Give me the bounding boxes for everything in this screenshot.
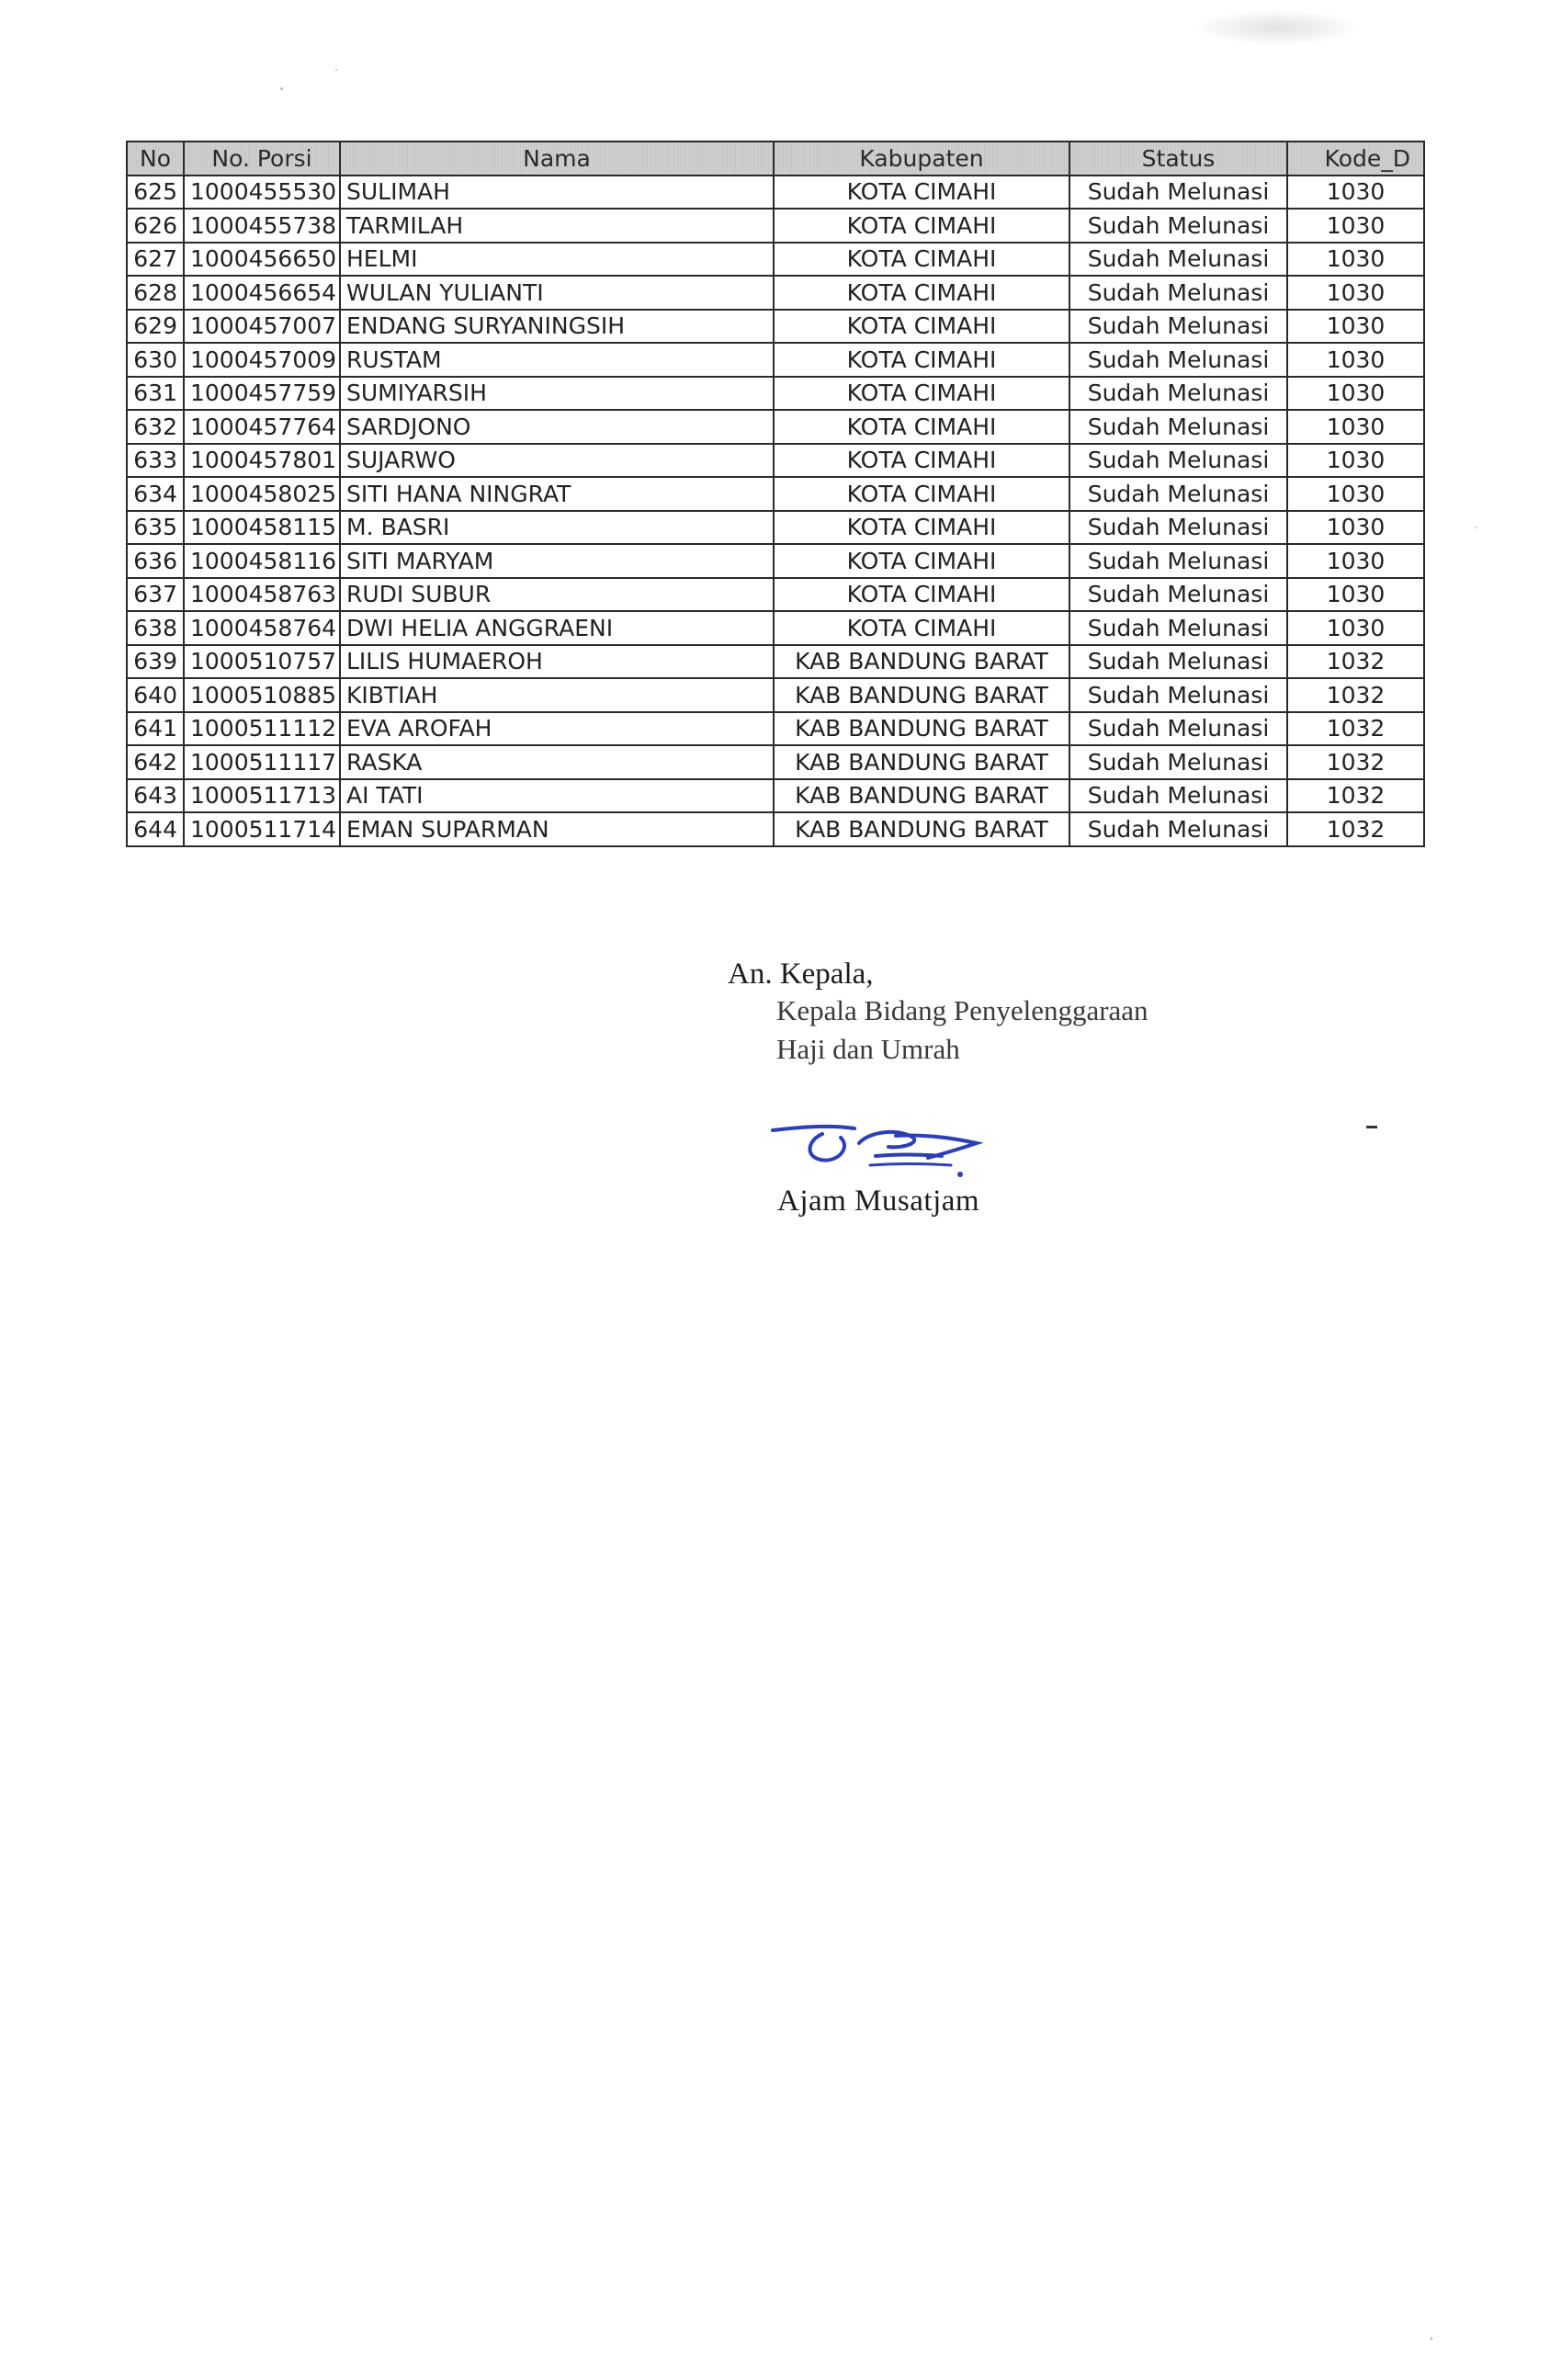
cell-status: Sudah Melunasi — [1069, 812, 1287, 846]
cell-no-porsi: 1000456654 — [184, 276, 340, 310]
signature-on-behalf: An. Kepala, — [728, 958, 874, 991]
table-row — [127, 678, 1424, 712]
cell-kode-d: 1030 — [1287, 511, 1424, 545]
cell-kabupaten: KOTA CIMAHI — [774, 611, 1069, 645]
header-status: Status — [1069, 142, 1287, 176]
cell-no-porsi: 1000455530 — [184, 176, 340, 210]
cell-status: Sudah Melunasi — [1069, 343, 1287, 377]
cell-kabupaten: KOTA CIMAHI — [774, 511, 1069, 545]
cell-kabupaten: KOTA CIMAHI — [774, 477, 1069, 511]
cell-no: 628 — [127, 276, 184, 310]
table-row — [127, 444, 1424, 478]
cell-no: 634 — [127, 477, 184, 511]
cell-status: Sudah Melunasi — [1069, 444, 1287, 478]
cell-status: Sudah Melunasi — [1069, 243, 1287, 277]
table-row — [127, 645, 1424, 679]
table-row — [127, 779, 1424, 813]
signature-position-line1: Kepala Bidang Penyelenggaraan — [776, 994, 1148, 1026]
cell-nama: RUSTAM — [340, 343, 774, 377]
cell-no-porsi: 1000510885 — [184, 678, 340, 712]
cell-nama: EMAN SUPARMAN — [340, 812, 774, 846]
cell-status: Sudah Melunasi — [1069, 544, 1287, 578]
cell-nama: SUJARWO — [340, 444, 774, 478]
cell-nama: SITI MARYAM — [340, 544, 774, 578]
cell-nama: KIBTIAH — [340, 678, 774, 712]
header-no-porsi: No. Porsi — [184, 142, 340, 176]
cell-kabupaten: KOTA CIMAHI — [774, 410, 1069, 444]
cell-nama: TARMILAH — [340, 209, 774, 243]
cell-kabupaten: KOTA CIMAHI — [774, 544, 1069, 578]
cell-status: Sudah Melunasi — [1069, 645, 1287, 679]
cell-nama: SUMIYARSIH — [340, 377, 774, 411]
cell-status: Sudah Melunasi — [1069, 611, 1287, 645]
cell-kabupaten: KAB BANDUNG BARAT — [774, 812, 1069, 846]
cell-status: Sudah Melunasi — [1069, 276, 1287, 310]
cell-kabupaten: KAB BANDUNG BARAT — [774, 645, 1069, 679]
cell-no-porsi: 1000458115 — [184, 511, 340, 545]
cell-nama: ENDANG SURYANINGSIH — [340, 310, 774, 344]
cell-nama: HELMI — [340, 243, 774, 277]
cell-no: 641 — [127, 712, 184, 746]
cell-kabupaten: KAB BANDUNG BARAT — [774, 678, 1069, 712]
cell-kode-d: 1032 — [1287, 645, 1424, 679]
cell-nama: EVA AROFAH — [340, 712, 774, 746]
cell-kabupaten: KOTA CIMAHI — [774, 243, 1069, 277]
cell-no: 625 — [127, 176, 184, 210]
table-row — [127, 276, 1424, 310]
cell-nama: M. BASRI — [340, 511, 774, 545]
cell-kode-d: 1030 — [1287, 209, 1424, 243]
cell-no: 633 — [127, 444, 184, 478]
cell-kabupaten: KOTA CIMAHI — [774, 377, 1069, 411]
cell-kabupaten: KOTA CIMAHI — [774, 343, 1069, 377]
cell-kode-d: 1030 — [1287, 343, 1424, 377]
table-row — [127, 812, 1424, 846]
table-row — [127, 343, 1424, 377]
cell-no-porsi: 1000458116 — [184, 544, 340, 578]
cell-no-porsi: 1000511112 — [184, 712, 340, 746]
table-row — [127, 745, 1424, 779]
cell-no-porsi: 1000457801 — [184, 444, 340, 478]
table-row — [127, 611, 1424, 645]
cell-no: 639 — [127, 645, 184, 679]
cell-no: 638 — [127, 611, 184, 645]
cell-nama: RUDI SUBUR — [340, 578, 774, 612]
cell-kode-d: 1030 — [1287, 243, 1424, 277]
table-row — [127, 310, 1424, 344]
cell-nama: AI TATI — [340, 779, 774, 813]
table-header-row — [127, 142, 1424, 176]
header-kode-d: Kode_D — [1287, 142, 1424, 176]
cell-kode-d: 1032 — [1287, 779, 1424, 813]
cell-kode-d: 1030 — [1287, 544, 1424, 578]
cell-no: 629 — [127, 310, 184, 344]
cell-kabupaten: KOTA CIMAHI — [774, 578, 1069, 612]
cell-status: Sudah Melunasi — [1069, 678, 1287, 712]
cell-nama: SARDJONO — [340, 410, 774, 444]
table-row — [127, 712, 1424, 746]
signatory-name: Ajam Musatjam — [777, 1184, 980, 1218]
cell-kode-d: 1030 — [1287, 176, 1424, 210]
cell-status: Sudah Melunasi — [1069, 745, 1287, 779]
header-kabupaten: Kabupaten — [774, 142, 1069, 176]
cell-no-porsi: 1000457009 — [184, 343, 340, 377]
cell-kode-d: 1030 — [1287, 377, 1424, 411]
table-row — [127, 511, 1424, 545]
cell-kode-d: 1030 — [1287, 444, 1424, 478]
cell-kabupaten: KOTA CIMAHI — [774, 209, 1069, 243]
cell-no: 626 — [127, 209, 184, 243]
cell-no-porsi: 1000458764 — [184, 611, 340, 645]
cell-kabupaten: KAB BANDUNG BARAT — [774, 779, 1069, 813]
cell-status: Sudah Melunasi — [1069, 377, 1287, 411]
cell-no: 640 — [127, 678, 184, 712]
cell-nama: LILIS HUMAEROH — [340, 645, 774, 679]
table-row — [127, 243, 1424, 277]
handwritten-signature — [767, 1119, 988, 1184]
cell-no: 631 — [127, 377, 184, 411]
cell-no-porsi: 1000456650 — [184, 243, 340, 277]
cell-no-porsi: 1000457007 — [184, 310, 340, 344]
cell-kode-d: 1030 — [1287, 410, 1424, 444]
cell-no: 643 — [127, 779, 184, 813]
cell-status: Sudah Melunasi — [1069, 578, 1287, 612]
cell-no: 644 — [127, 812, 184, 846]
cell-no: 642 — [127, 745, 184, 779]
cell-nama: SULIMAH — [340, 176, 774, 210]
table-body — [127, 176, 1424, 846]
scan-speck — [335, 69, 337, 71]
scan-dash-mark — [1366, 1126, 1377, 1128]
signature-position-line2: Haji dan Umrah — [776, 1033, 960, 1065]
scan-speck — [1431, 2337, 1432, 2340]
cell-nama: RASKA — [340, 745, 774, 779]
cell-kabupaten: KOTA CIMAHI — [774, 176, 1069, 210]
header-nama: Nama — [340, 142, 774, 176]
cell-kabupaten: KOTA CIMAHI — [774, 276, 1069, 310]
cell-kabupaten: KAB BANDUNG BARAT — [774, 745, 1069, 779]
cell-no: 635 — [127, 511, 184, 545]
table-row — [127, 377, 1424, 411]
cell-status: Sudah Melunasi — [1069, 477, 1287, 511]
cell-status: Sudah Melunasi — [1069, 511, 1287, 545]
cell-no-porsi: 1000511714 — [184, 812, 340, 846]
cell-no-porsi: 1000457764 — [184, 410, 340, 444]
table-row — [127, 209, 1424, 243]
table-row — [127, 176, 1424, 210]
cell-nama: WULAN YULIANTI — [340, 276, 774, 310]
cell-no: 636 — [127, 544, 184, 578]
cell-kode-d: 1030 — [1287, 611, 1424, 645]
cell-kode-d: 1032 — [1287, 678, 1424, 712]
cell-status: Sudah Melunasi — [1069, 310, 1287, 344]
cell-no-porsi: 1000455738 — [184, 209, 340, 243]
cell-nama: DWI HELIA ANGGRAENI — [340, 611, 774, 645]
cell-kode-d: 1032 — [1287, 812, 1424, 846]
cell-no-porsi: 1000458763 — [184, 578, 340, 612]
table-row — [127, 578, 1424, 612]
scan-smudge — [1194, 9, 1360, 46]
scan-speck — [280, 87, 283, 90]
cell-nama: SITI HANA NINGRAT — [340, 477, 774, 511]
header-no: No — [127, 142, 184, 176]
cell-status: Sudah Melunasi — [1069, 779, 1287, 813]
cell-no-porsi: 1000458025 — [184, 477, 340, 511]
cell-no-porsi: 1000510757 — [184, 645, 340, 679]
cell-kode-d: 1030 — [1287, 477, 1424, 511]
cell-kode-d: 1032 — [1287, 745, 1424, 779]
cell-kode-d: 1030 — [1287, 276, 1424, 310]
cell-no: 632 — [127, 410, 184, 444]
table-row — [127, 477, 1424, 511]
cell-no: 637 — [127, 578, 184, 612]
scan-speck — [1475, 527, 1476, 528]
cell-status: Sudah Melunasi — [1069, 712, 1287, 746]
cell-no-porsi: 1000457759 — [184, 377, 340, 411]
cell-kabupaten: KOTA CIMAHI — [774, 310, 1069, 344]
cell-kabupaten: KOTA CIMAHI — [774, 444, 1069, 478]
pilgrim-table — [126, 141, 1425, 847]
cell-kabupaten: KAB BANDUNG BARAT — [774, 712, 1069, 746]
cell-no-porsi: 1000511713 — [184, 779, 340, 813]
cell-kode-d: 1030 — [1287, 310, 1424, 344]
cell-kode-d: 1030 — [1287, 578, 1424, 612]
cell-status: Sudah Melunasi — [1069, 176, 1287, 210]
table-row — [127, 544, 1424, 578]
cell-status: Sudah Melunasi — [1069, 209, 1287, 243]
table-row — [127, 410, 1424, 444]
cell-kode-d: 1032 — [1287, 712, 1424, 746]
cell-no-porsi: 1000511117 — [184, 745, 340, 779]
cell-no: 630 — [127, 343, 184, 377]
cell-status: Sudah Melunasi — [1069, 410, 1287, 444]
cell-no: 627 — [127, 243, 184, 277]
